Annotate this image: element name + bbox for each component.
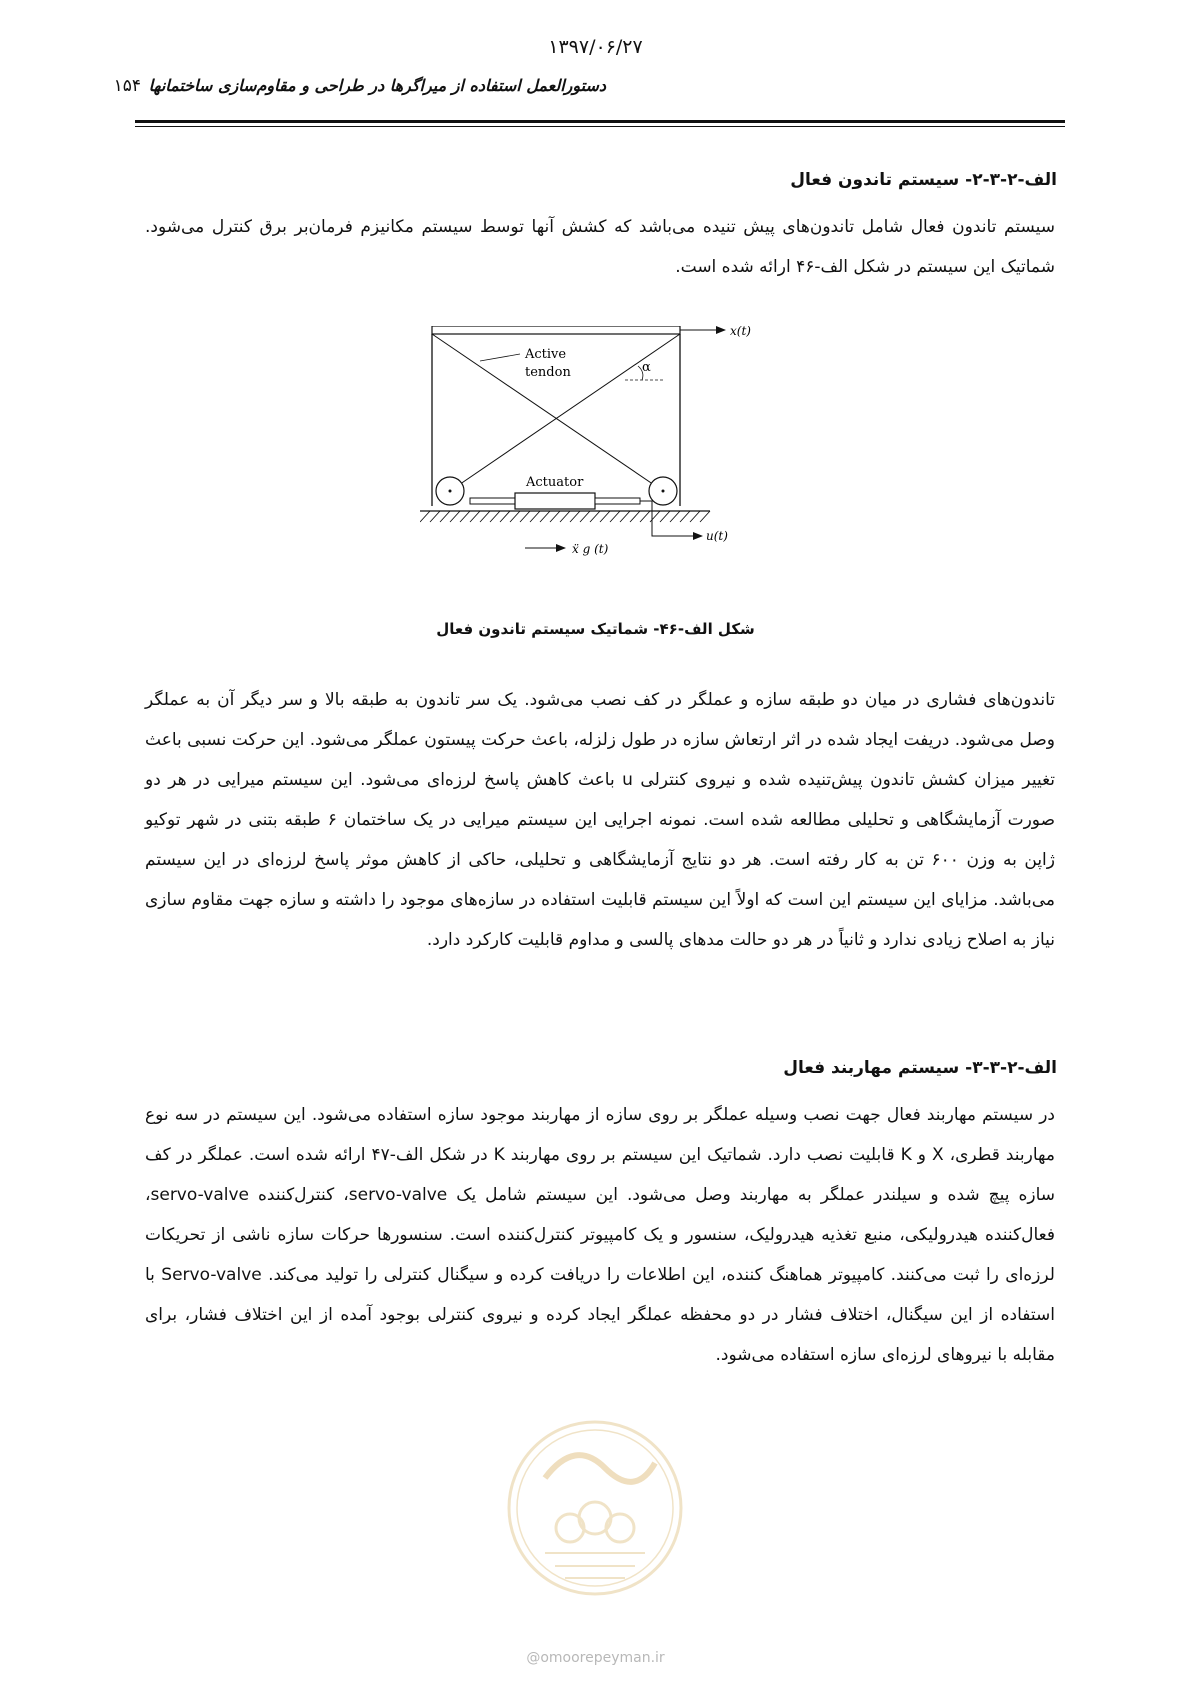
figure-caption: شکل الف-۴۶- شماتیک سیستم تاندون فعال xyxy=(436,620,755,638)
left-pulley xyxy=(436,477,464,505)
label-alpha: α xyxy=(642,360,651,375)
label-active: Active xyxy=(525,347,567,362)
label-ut: u(t) xyxy=(706,529,728,543)
header-rule-thick xyxy=(135,120,1065,123)
active-tendon-schematic xyxy=(420,326,820,616)
paragraph-tendon-description: تاندون‌های فشاری در میان دو طبقه سازه و عملگر در کف نصب می‌شود. یک سر تاندون به طبقه بالا و سر دیگر آن به عملگر وصل می‌شود. دریفت ایجاد شده در اثر ارتعاش سازه در طول زلزله، باعث حرکت پیستون عملگر می‌شود. این حرکت نسبی باعث تغییر میزان کشش تاندون پیش‌تنیده شده و نیروی کنترلی u باعث کاهش پاسخ لرزه‌ای می‌شود. این سیستم میرایی در هر دو صورت آزمایشگاهی و تحلیلی مطالعه شده است. نمونه اجرایی این سیستم میرایی در یک ساختمان ۶ طبقه بتنی در شهر توکیو ژاپن به وزن ۶۰۰ تن به کار رفته است. هر دو نتایج آزمایشگاهی و تحلیلی، حاکی از کاهش موثر پاسخ لرزه‌ای در این سیستم می‌باشد. مزایای این سیستم این است که اولاً این سیستم قابلیت استفاده در سازه‌های موجود را داشته و سازه جهت مقاوم سازی نیاز به اصلاح زیادی ندارد و ثانیاً در هر دو حالت مدهای پالسی و مداوم قابلیت کارکرد دارد. xyxy=(145,690,1056,950)
label-actuator: Actuator xyxy=(526,475,584,490)
watermark-text: @omoorepeyman.ir xyxy=(526,1650,665,1666)
actuator xyxy=(470,493,640,509)
label-xg: ẍ g (t) xyxy=(572,542,609,556)
page-number: ۱۵۴ xyxy=(113,76,141,96)
running-title: دستورالعمل استفاده از میراگرها در طراحی و مقاوم‌سازی ساختمانها xyxy=(148,76,606,95)
ground xyxy=(420,511,710,522)
header-date: ۱۳۹۷/۰۶/۲۷ xyxy=(548,36,643,58)
paragraph-intro: سیستم تاندون فعال شامل تاندون‌های پیش تنیده می‌باشد که کشش آنها توسط سیستم مکانیزم فرمان‌بر برق کنترل می‌شود. شماتیک این سیستم در شکل الف-۴۶ ارائه شده است. xyxy=(145,217,1055,277)
watermark-seal-icon xyxy=(505,1418,685,1598)
paragraph-active-bracing: در سیستم مهاربند فعال جهت نصب وسیله عملگر بر روی سازه از مهاربند موجود سازه استفاده می‌شود. این سیستم در سه نوع مهاربند قطری، X و K قابلیت نصب دارد. شماتیک این سیستم بر روی مهاربند K در شکل الف-۴۷ ارائه شده است. عملگر در کف سازه پیچ شده و سیلندر عملگر به مهاربند وصل می‌شود. این سیستم شامل یک servo-valve، کنترل‌کننده servo-valve، فعال‌کننده هیدرولیکی، منبع تغذیه هیدرولیک، سنسور و یک کامپیوتر کنترل‌کننده است. سنسورها حرکات سازه ناشی از تحریکات لرزه‌ای را ثبت می‌کنند. کامپیوتر هماهنگ کننده، این اطلاعات را دریافت کرده و سیگنال کنترلی را تولید می‌کند. Servo-valve با استفاده از این سیگنال، اختلاف فشار در دو محفظه عملگر ایجاد کرده و نیروی کنترلی بوجود آمده از این اختلاف فشار، برای مقابله با نیروهای لرزه‌ای سازه استفاده می‌شود. xyxy=(145,1105,1056,1365)
header-rule-thin xyxy=(135,126,1065,127)
section-heading-active-tendon: الف-۲-۳-۲- سیستم تاندون فعال xyxy=(790,170,1057,190)
right-pulley xyxy=(649,477,677,505)
label-xt: x(t) xyxy=(730,326,751,338)
section-heading-active-bracing: الف-۲-۳-۳- سیستم مهاربند فعال xyxy=(783,1058,1057,1078)
tendon-leader xyxy=(480,354,520,361)
label-tendon: tendon xyxy=(525,365,571,380)
